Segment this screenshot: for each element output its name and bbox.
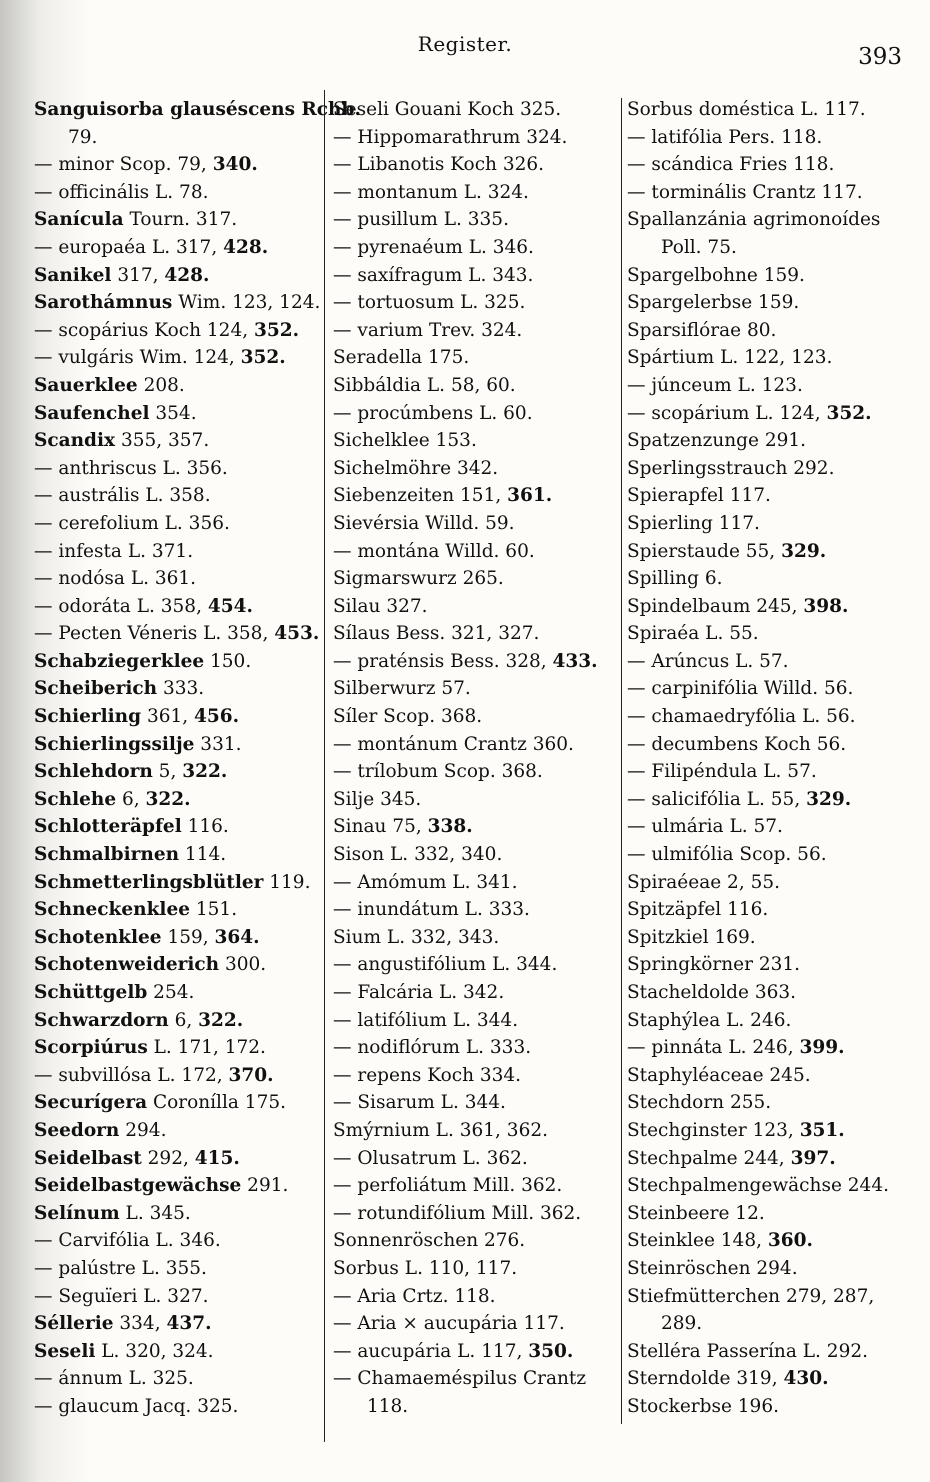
index-entry: Sinau 75, 338.: [333, 816, 473, 838]
index-entry: — glaucum Jacq. 325.: [34, 1395, 239, 1417]
index-entry: Séllerie 334, 437.: [34, 1313, 212, 1335]
index-entry: Schotenweiderich 300.: [34, 954, 267, 976]
index-entry: — Aria Crtz. 118.: [333, 1285, 496, 1307]
index-entry: — nodiflórum L. 333.: [333, 1037, 532, 1059]
index-entry: — latifólium L. 344.: [333, 1009, 519, 1031]
index-entry: Scorpiúrus L. 171, 172.: [34, 1037, 266, 1059]
index-entry: Seidelbastgewächse 291.: [34, 1175, 289, 1197]
index-entry: — latifólia Pers. 118.: [627, 126, 823, 148]
index-entry: — Olusatrum L. 362.: [333, 1147, 528, 1169]
index-entry: — Hippomarathrum 324.: [333, 126, 568, 148]
index-entry: Spiraéa L. 55.: [627, 623, 759, 645]
index-entry: Steinbeere 12.: [627, 1202, 765, 1224]
index-entry: — Arúncus L. 57.: [627, 650, 789, 672]
index-entry: — minor Scop. 79, 340.: [34, 154, 258, 176]
index-entry: Schlotteräpfel 116.: [34, 816, 229, 838]
index-entry: — tortuosum L. 325.: [333, 292, 526, 314]
index-entry: Sievérsia Willd. 59.: [333, 512, 515, 534]
index-entry: — ulmária L. 57.: [627, 816, 783, 838]
index-entry: Spierling 117.: [627, 512, 760, 534]
index-entry: Securígera Coronílla 175.: [34, 1092, 286, 1114]
index-entry: Sparsiflórae 80.: [627, 319, 777, 341]
index-entry: — carpinifólia Willd. 56.: [627, 678, 854, 700]
index-entry: Sichelmöhre 342.: [333, 457, 499, 479]
index-entry: Silje 345.: [333, 788, 422, 810]
index-entry: — Amómum L. 341.: [333, 871, 518, 893]
index-entry: — subvillósa L. 172, 370.: [34, 1064, 274, 1086]
index-entry: — montánum Crantz 360.: [333, 733, 574, 755]
index-entry: Seedorn 294.: [34, 1119, 167, 1141]
page-header-title: Register.: [417, 32, 513, 56]
index-entry: — varium Trev. 324.: [333, 319, 523, 341]
index-entry: Staphýlea L. 246.: [627, 1009, 792, 1031]
index-entry: — perfoliátum Mill. 362.: [333, 1175, 563, 1197]
index-entry: — odoráta L. 358, 454.: [34, 595, 253, 617]
index-entry: Sison L. 332, 340.: [333, 844, 503, 866]
index-entry: Schierling 361, 456.: [34, 706, 240, 728]
index-entry: Spindelbaum 245, 398.: [627, 595, 849, 617]
index-entry: Schmalbirnen 114.: [34, 844, 227, 866]
index-entry: — procúmbens L. 60.: [333, 402, 533, 424]
index-entry: Síler Scop. 368.: [333, 706, 483, 728]
index-entry: — rotundifólium Mill. 362.: [333, 1202, 582, 1224]
index-entry: — angustifólium L. 344.: [333, 954, 558, 976]
index-entry: Steinklee 148, 360.: [627, 1230, 813, 1252]
index-entry: Sorbus L. 110, 117.: [333, 1257, 518, 1279]
index-entry: — ulmifólia Scop. 56.: [627, 844, 827, 866]
index-entry: — montanum L. 324.: [333, 181, 529, 203]
index-entry: Sílaus Bess. 321, 327.: [333, 623, 540, 645]
index-entry: Sperlingsstrauch 292.: [627, 457, 835, 479]
index-entry: Seidelbast 292, 415.: [34, 1147, 240, 1169]
index-entry: Silberwurz 57.: [333, 678, 471, 700]
index-entry: — palústre L. 355.: [34, 1257, 207, 1279]
index-entry: Sarothámnus Wim. 123, 124.: [34, 292, 321, 314]
index-entry: Spargelbohne 159.: [627, 264, 805, 286]
index-entry: — Libanotis Koch 326.: [333, 154, 545, 176]
index-entry: Siebenzeiten 151, 361.: [333, 485, 553, 507]
index-entry: — anthriscus L. 356.: [34, 457, 228, 479]
index-entry: Spitzkiel 169.: [627, 926, 756, 948]
index-entry: Spiraéeae 2, 55.: [627, 871, 781, 893]
index-entry: Sibbáldia L. 58, 60.: [333, 374, 516, 396]
index-entry: Steinröschen 294.: [627, 1257, 798, 1279]
index-entry: 79.: [68, 126, 98, 148]
column-divider: [324, 90, 325, 1442]
index-entry: Stechpalme 244, 397.: [627, 1147, 836, 1169]
index-entry: — salicifólia L. 55, 329.: [627, 788, 852, 810]
index-entry: Schwarzdorn 6, 322.: [34, 1009, 244, 1031]
index-entry: Schlehdorn 5, 322.: [34, 761, 228, 783]
index-entry: — vulgáris Wim. 124, 352.: [34, 347, 286, 369]
index-entry: Scheiberich 333.: [34, 678, 205, 700]
index-entry: Springkörner 231.: [627, 954, 801, 976]
index-entry: Sanícula Tourn. 317.: [34, 209, 238, 231]
index-entry: Seseli L. 320, 324.: [34, 1340, 214, 1362]
index-entry: Spierstaude 55, 329.: [627, 540, 827, 562]
index-entry: Spitzäpfel 116.: [627, 899, 769, 921]
index-column-1: [34, 96, 361, 1421]
index-entry: Stiefmütterchen 279, 287,: [627, 1285, 875, 1307]
index-column-3: [627, 96, 923, 1421]
index-entry: Poll. 75.: [661, 236, 737, 258]
page-number: 393: [858, 44, 902, 70]
index-entry: — pusillum L. 335.: [333, 209, 509, 231]
index-entry: — infesta L. 371.: [34, 540, 194, 562]
index-entry: Spallanzánia agrimonoídes: [627, 209, 881, 231]
index-entry: — Aria × aucupária 117.: [333, 1313, 565, 1335]
index-entry: — officinális L. 78.: [34, 181, 209, 203]
index-entry: Smýrnium L. 361, 362.: [333, 1119, 548, 1141]
index-entry: — nodósa L. 361.: [34, 568, 197, 590]
index-entry: — repens Koch 334.: [333, 1064, 522, 1086]
index-entry: 289.: [661, 1313, 703, 1335]
index-entry: Seseli Gouani Koch 325.: [333, 99, 562, 120]
index-entry: Sorbus doméstica L. 117.: [627, 99, 866, 120]
index-entry: Spargelerbse 159.: [627, 292, 800, 314]
index-entry: — cerefolium L. 356.: [34, 512, 230, 534]
index-entry: — Carvifólia L. 346.: [34, 1230, 221, 1252]
index-entry: Stacheldolde 363.: [627, 982, 797, 1003]
index-entry: — scopárius Koch 124, 352.: [34, 319, 300, 341]
index-entry: Schneckenklee 151.: [34, 899, 238, 921]
index-entry: — decumbens Koch 56.: [627, 733, 847, 755]
index-entry: — pyrenaéum L. 346.: [333, 236, 534, 258]
index-entry: — praténsis Bess. 328, 433.: [333, 650, 598, 672]
index-entry: — scopárium L. 124, 352.: [627, 402, 872, 424]
index-column-2: [333, 96, 619, 1421]
index-entry: Schüttgelb 254.: [34, 982, 195, 1003]
index-entry: — montána Willd. 60.: [333, 540, 535, 562]
index-entry: Schierlingssilje 331.: [34, 733, 242, 755]
index-entry: Schotenklee 159, 364.: [34, 926, 260, 948]
index-entry: — Chamaeméspilus Crantz: [333, 1368, 587, 1390]
column-divider: [621, 98, 622, 1424]
index-entry: — aucupária L. 117, 350.: [333, 1340, 574, 1362]
index-entry: Stelléra Passerína L. 292.: [627, 1340, 868, 1362]
index-entry: 118.: [367, 1395, 409, 1417]
index-entry: — torminális Crantz 117.: [627, 181, 863, 203]
index-entry: Sterndolde 319, 430.: [627, 1368, 829, 1390]
index-entry: Sium L. 332, 343.: [333, 926, 500, 948]
index-entry: Staphyléaceae 245.: [627, 1064, 811, 1086]
index-entry: Schabziegerklee 150.: [34, 650, 252, 672]
index-entry: — saxífragum L. 343.: [333, 264, 534, 286]
index-entry: Selínum L. 345.: [34, 1202, 191, 1224]
index-entry: Sichelklee 153.: [333, 430, 477, 452]
index-entry: Seradella 175.: [333, 347, 470, 369]
index-entry: — Pecten Véneris L. 358, 453.: [34, 623, 320, 645]
index-entry: Spatzenzunge 291.: [627, 430, 807, 452]
index-entry: — ánnum L. 325.: [34, 1368, 194, 1390]
index-entry: — austrális L. 358.: [34, 485, 211, 507]
index-entry: — Falcária L. 342.: [333, 982, 505, 1003]
index-entry: — júnceum L. 123.: [627, 374, 803, 396]
index-entry: — pinnáta L. 246, 399.: [627, 1037, 845, 1059]
index-entry: Sauerklee 208.: [34, 374, 185, 396]
index-entry: Spierapfel 117.: [627, 485, 771, 507]
index-entry: Stechginster 123, 351.: [627, 1119, 845, 1141]
index-entry: Stechpalmengewächse 244.: [627, 1175, 889, 1197]
index-entry: — trílobum Scop. 368.: [333, 761, 543, 783]
index-entry: — chamaedryfólia L. 56.: [627, 706, 856, 728]
index-entry: Schmetterlingsblütler 119.: [34, 871, 311, 893]
index-entry: Saufenchel 354.: [34, 402, 197, 424]
index-entry: — inundátum L. 333.: [333, 899, 530, 921]
index-entry: Schlehe 6, 322.: [34, 788, 191, 810]
index-entry: — scándica Fries 118.: [627, 154, 835, 176]
index-entry: Sonnenröschen 276.: [333, 1230, 526, 1252]
index-entry: Silau 327.: [333, 595, 428, 617]
index-entry: Stechdorn 255.: [627, 1092, 772, 1114]
index-entry: Sanguisorba glauséscens Rchb.: [34, 99, 361, 120]
index-entry: Sanikel 317, 428.: [34, 264, 210, 286]
index-entry: Scandix 355, 357.: [34, 430, 210, 452]
index-entry: Stockerbse 196.: [627, 1395, 779, 1417]
index-entry: — Sisarum L. 344.: [333, 1092, 506, 1114]
index-entry: Spártium L. 122, 123.: [627, 347, 833, 369]
index-entry: — Filipéndula L. 57.: [627, 761, 817, 783]
index-entry: — europaéa L. 317, 428.: [34, 236, 269, 258]
index-entry: Spilling 6.: [627, 568, 723, 590]
index-entry: Sigmarswurz 265.: [333, 568, 504, 590]
index-entry: — Seguïeri L. 327.: [34, 1285, 209, 1307]
